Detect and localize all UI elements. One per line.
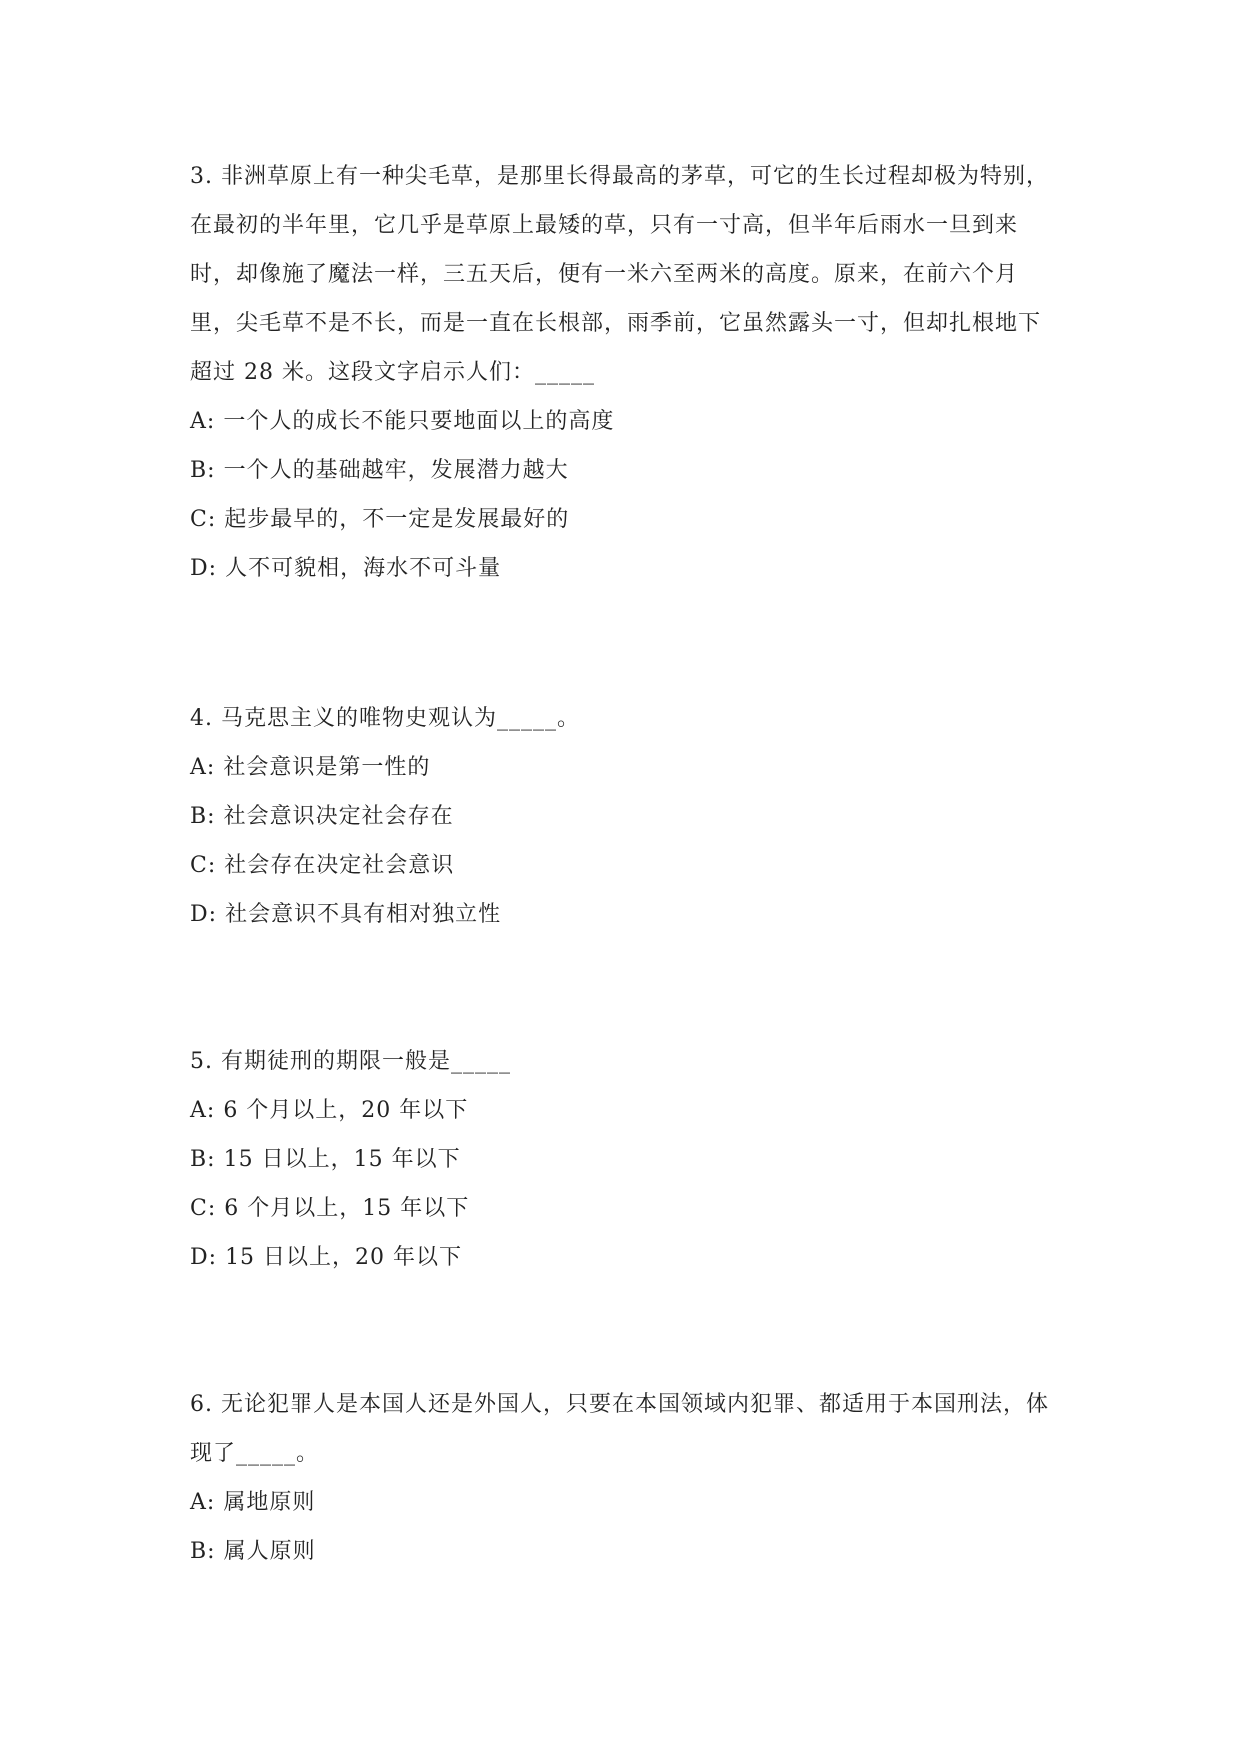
option-letter: C — [190, 1196, 208, 1221]
option-text: 社会意识不具有相对独立性 — [225, 902, 502, 927]
option-text: 社会意识决定社会存在 — [223, 804, 454, 829]
question-4 — [190, 694, 1060, 939]
option-text: 一个人的基础越牢，发展潜力越大 — [223, 458, 569, 483]
question-stem: 6. 无论犯罪人是本国人还是外国人，只要在本国领域内犯罪、都适用于本国刑法，体现了_____。 — [190, 1392, 1049, 1466]
option-text: 社会存在决定社会意识 — [224, 853, 455, 878]
option-a — [190, 743, 1060, 792]
option-letter: A — [190, 1098, 207, 1123]
option-a — [190, 1478, 1060, 1527]
option-separator: : — [206, 1490, 216, 1515]
option-separator: : — [208, 1245, 218, 1270]
option-separator: : — [207, 1539, 216, 1564]
option-b — [190, 446, 1060, 495]
option-letter: B — [190, 1539, 208, 1564]
option-text: 起步最早的，不一定是发展最好的 — [224, 507, 570, 532]
option-d — [190, 890, 1060, 939]
option-separator: : — [207, 853, 217, 878]
option-a — [190, 1086, 1060, 1135]
option-text: 属人原则 — [223, 1539, 316, 1564]
option-letter: C — [190, 853, 208, 878]
question-stem: 3. 非洲草原上有一种尖毛草，是那里长得最高的茅草，可它的生长过程却极为特别，在最初的半年里，它几乎是草原上最矮的草，只有一寸高，但半年后雨水一旦到来时，却像施了魔法一样，三五天后，便有一米六至两米的高度。原来，在前六个月里，尖毛草不是不长，而是一直在长根部，雨季前，它虽然露头一寸，但却扎根地下超过 28 米。这段文字启示人们：_____ — [190, 164, 1049, 385]
option-a — [190, 397, 1060, 446]
option-letter: D — [190, 1245, 209, 1270]
option-b — [190, 1527, 1060, 1576]
option-letter: A — [190, 409, 207, 434]
option-d — [190, 544, 1060, 593]
option-letter: A — [190, 755, 207, 780]
option-separator: : — [207, 458, 216, 483]
option-text: 人不可貌相，海水不可斗量 — [225, 556, 502, 581]
option-c — [190, 1184, 1060, 1233]
option-letter: B — [190, 1147, 208, 1172]
question-6 — [190, 1380, 1060, 1576]
option-text: 6 个月以上，20 年以下 — [223, 1098, 469, 1123]
option-separator: : — [207, 1196, 217, 1221]
option-letter: C — [190, 507, 208, 532]
option-letter: D — [190, 902, 209, 927]
option-c — [190, 495, 1060, 544]
option-text: 一个人的成长不能只要地面以上的高度 — [223, 409, 615, 434]
option-b — [190, 792, 1060, 841]
question-stem: 4. 马克思主义的唯物史观认为_____。 — [190, 706, 580, 731]
option-text: 15 日以上，15 年以下 — [223, 1147, 461, 1172]
question-stem: 5. 有期徒刑的期限一般是_____ — [190, 1049, 511, 1074]
option-separator: : — [208, 556, 218, 581]
option-text: 社会意识是第一性的 — [223, 755, 431, 780]
option-separator: : — [206, 755, 216, 780]
option-separator: : — [206, 1098, 216, 1123]
option-letter: A — [190, 1490, 207, 1515]
option-text: 属地原则 — [223, 1490, 316, 1515]
option-c — [190, 841, 1060, 890]
option-separator: : — [207, 1147, 216, 1172]
option-separator: : — [207, 507, 217, 532]
option-separator: : — [207, 804, 216, 829]
question-3 — [190, 152, 1060, 593]
option-letter: B — [190, 458, 208, 483]
option-letter: B — [190, 804, 208, 829]
option-text: 15 日以上，20 年以下 — [225, 1245, 463, 1270]
question-5 — [190, 1037, 1060, 1282]
option-text: 6 个月以上，15 年以下 — [224, 1196, 470, 1221]
option-letter: D — [190, 556, 209, 581]
option-b — [190, 1135, 1060, 1184]
option-d — [190, 1233, 1060, 1282]
option-separator: : — [208, 902, 218, 927]
option-separator: : — [206, 409, 216, 434]
